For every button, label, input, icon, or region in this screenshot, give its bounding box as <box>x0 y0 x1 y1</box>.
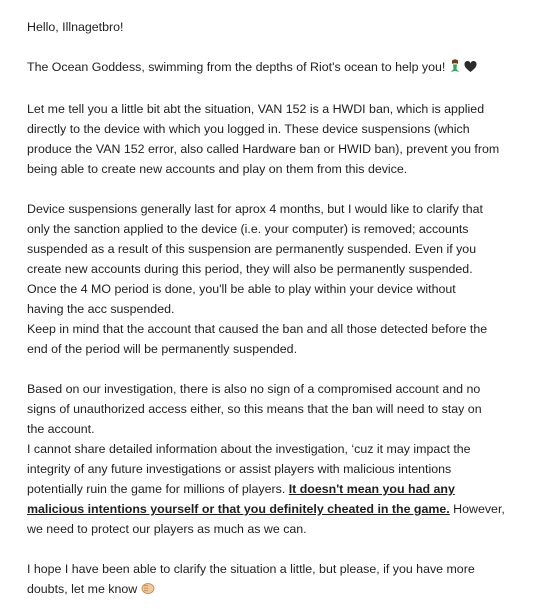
closing-text: doubts, let me know <box>27 582 138 596</box>
paragraph-line: Let me tell you a little bit abt the situation, VAN 152 is a HWDI ban, which is applied <box>27 102 485 116</box>
greeting: Hello, Illnagetbro! <box>27 20 124 34</box>
paragraph-line: having the acc suspended. <box>27 302 175 316</box>
spacer <box>27 79 532 99</box>
plain-text: potentially ruin the game for millions of players. <box>27 482 289 496</box>
mermaid-emoji-icon <box>449 59 461 79</box>
paragraph-line: Once the 4 MO period is done, you'll be able to play within your device without <box>27 282 456 296</box>
paragraph-line: suspended as a result of this suspension are permanently suspended. Even if you <box>27 242 477 256</box>
paragraph-line: being able to create new accounts and play on them from this device. <box>27 162 408 176</box>
paragraph-line: only the sanction applied to the device (i.e. your computer) is removed; accounts <box>27 222 469 236</box>
plain-text: However, <box>449 502 505 516</box>
closing-line <box>27 579 532 601</box>
paragraph-line: end of the period will be permanently suspended. <box>27 342 298 356</box>
paragraph-line: create new accounts during this period, they will also be permanently suspended. <box>27 262 473 276</box>
paragraph-line: Based on our investigation, there is also no sign of a compromised account and no <box>27 382 481 396</box>
paragraph-line: we need to protect our players as much as we can. <box>27 522 307 536</box>
black-heart-icon <box>464 59 477 79</box>
paragraph-line: integrity of any future investigations or assist players with malicious intentions <box>27 462 452 476</box>
emphasis-text: malicious intentions yourself or that you definitely cheated in the game. <box>27 502 450 516</box>
paragraph-line: signs of unauthorized access either, so this means that the ban will need to stay on <box>27 402 482 416</box>
paragraph-line: the account. <box>27 422 95 436</box>
support-message <box>27 17 532 601</box>
spacer <box>27 37 532 57</box>
paragraph-line <box>27 479 532 499</box>
spacer <box>27 359 532 379</box>
paragraph-line: Keep in mind that the account that caused the ban and all those detected before the <box>27 322 488 336</box>
spacer <box>27 179 532 199</box>
emphasis-text: It doesn't mean you had any <box>288 482 455 496</box>
fist-bump-icon <box>141 581 155 601</box>
paragraph-line: I hope I have been able to clarify the situation a little, but please, if you have more <box>27 562 475 576</box>
paragraph-line <box>27 499 532 519</box>
intro-line <box>27 57 532 79</box>
paragraph-line: Device suspensions generally last for aprox 4 months, but I would like to clarify that <box>27 202 483 216</box>
intro-text: The Ocean Goddess, swimming from the depths of Riot's ocean to help you! <box>27 60 446 74</box>
paragraph-line: I cannot share detailed information about the investigation, ‘cuz it may impact the <box>27 442 471 456</box>
spacer <box>27 539 532 559</box>
paragraph-line: directly to the device with which you logged in. These device suspensions (which <box>27 122 470 136</box>
paragraph-line: produce the VAN 152 error, also called Hardware ban or HWID ban), prevent you from <box>27 142 500 156</box>
